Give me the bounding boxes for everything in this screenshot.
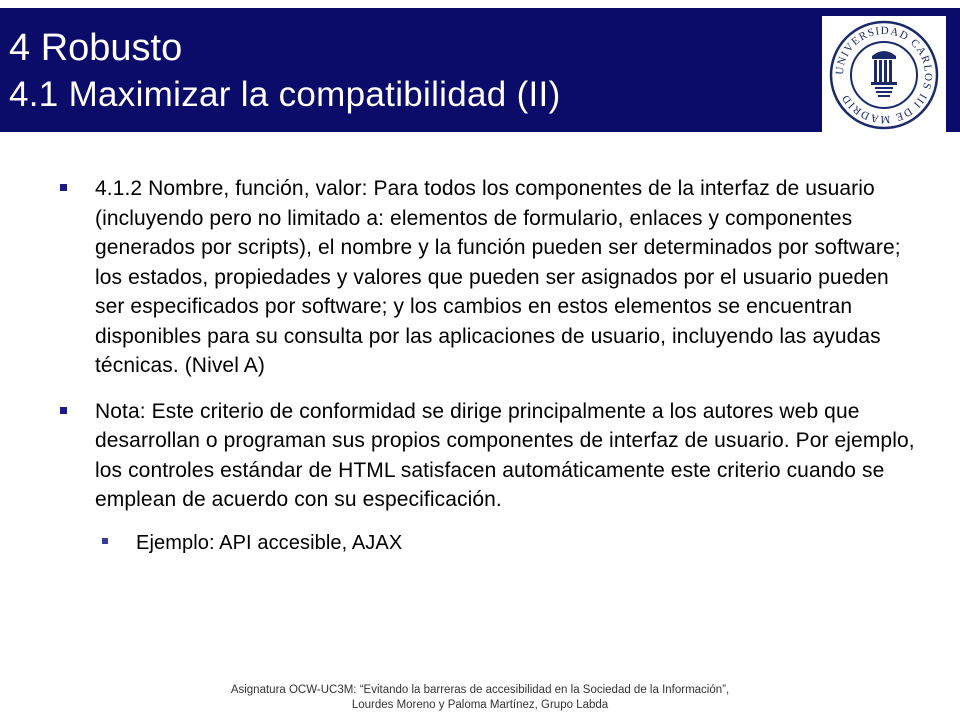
uc3m-seal-icon bbox=[828, 20, 940, 130]
square-bullet-icon bbox=[60, 407, 67, 414]
footer-line-authors: Lourdes Moreno y Paloma Martínez, Grupo Labda bbox=[351, 699, 609, 711]
university-logo bbox=[822, 16, 946, 134]
bullet-text: 4.1.2 Nombre, función, valor: Para todos los componentes de la interfaz de usuario (incluyendo pero no limitado a: elementos de formulario, enlaces y componentes generados por scripts), el nombre y la función pueden ser determinados por software; los estados, propiedades y valores que pueden ser asignados por el usuario pueden ser especificados por software; y los cambios en estos elementos se encuentran disponibles para su consulta por las aplicaciones de usuario, incluyendo las ayudas técnicas. (Nivel A) bbox=[95, 177, 901, 377]
seal-ring-text: UNIVERSIDAD CARLOS III DE MADRID bbox=[833, 24, 935, 126]
footer bbox=[140, 683, 820, 713]
sub-bullet-text: Ejemplo: API accesible, AJAX bbox=[136, 531, 403, 554]
slide-subtitle: 4.1 Maximizar la compatibilidad (II) bbox=[9, 75, 561, 114]
title-bar bbox=[0, 8, 960, 132]
footer-line-course: Asignatura OCW-UC3M: “Evitando la barreras de accesibilidad en la Sociedad de la Información”, bbox=[230, 684, 730, 696]
slide-title: 4 Robusto bbox=[9, 27, 183, 69]
square-bullet-icon bbox=[102, 538, 108, 544]
bullet-text: Nota: Este criterio de conformidad se dirige principalmente a los autores web que desarrollan o programan sus propios componentes de interfaz de usuario. Por ejemplo, los controles estándar de HTML satisfacen automáticamente este criterio cuando se emplean de acuerdo con su especificación. bbox=[95, 399, 915, 511]
bullet-list bbox=[58, 174, 918, 558]
svg-text:UNIVERSIDAD CARLOS III DE MADR bbox=[834, 25, 934, 125]
bullet-item bbox=[58, 397, 918, 515]
square-bullet-icon bbox=[60, 184, 67, 191]
bullet-item bbox=[58, 174, 918, 381]
sub-bullet-item bbox=[101, 529, 918, 559]
